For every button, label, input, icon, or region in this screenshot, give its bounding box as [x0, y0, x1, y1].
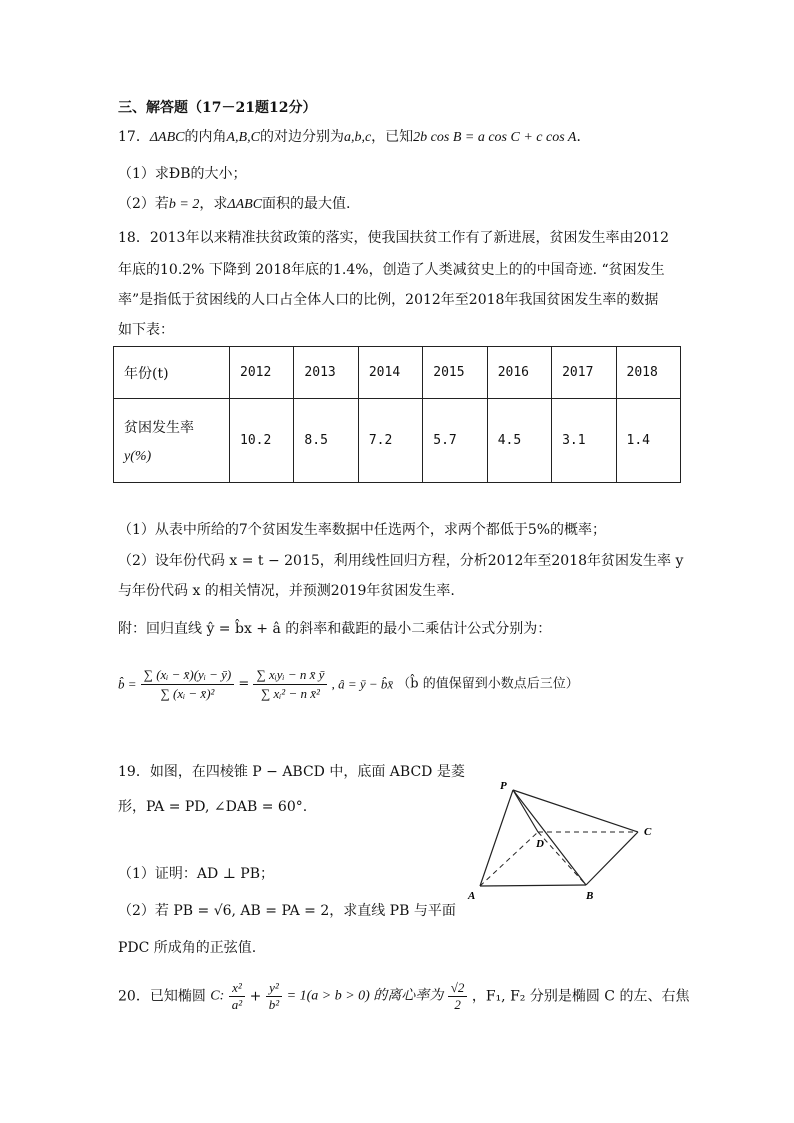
formula-fraction-1 — [141, 666, 235, 703]
table-cell-year: 2018 — [616, 347, 680, 399]
q17-part2-d: ΔABC — [227, 197, 263, 212]
edge-DB — [538, 832, 586, 885]
edge-AB — [480, 885, 586, 886]
label-A: A — [468, 890, 476, 902]
label-C: C — [644, 826, 652, 838]
table-cell-year: 2016 — [487, 347, 551, 399]
q18-line2: 年底的10.2% 下降到 2018年底的1.4%，创造了人类减贫史上的的中国奇迹. “贫困发生 — [118, 262, 665, 278]
table-cell-year: 2012 — [230, 347, 294, 399]
q18-part1: （1）从表中所给的7个贫困发生率数据中任选两个，求两个都低于5%的概率； — [118, 522, 607, 538]
q17-stem-b: ΔABC — [149, 130, 185, 145]
q17-stem-g: ，已知 — [371, 129, 414, 145]
table-cell-rate: 3.1 — [552, 399, 616, 483]
q17-stem-h: 2b cos B = a cos C + c cos A — [413, 130, 577, 145]
q17-part2-e: 面积的最大值. — [262, 196, 351, 212]
table-cell-year: 2015 — [423, 347, 487, 399]
q18-line1: 18．2013年以来精准扶贫政策的落实，使我国扶贫工作有了新进展，贫困发生率由2012 — [118, 230, 670, 246]
q18-appendix: 附：回归直线 ŷ = b̂x + â 的斜率和截距的最小二乘估计公式分别为： — [118, 621, 552, 637]
table-row-years — [114, 347, 681, 399]
q20-prefix: 20．已知椭圆 — [118, 988, 206, 1005]
formula-num1: ∑ (xᵢ − x̄)(yᵢ − ȳ) — [141, 666, 235, 685]
table-cell-year: 2013 — [294, 347, 358, 399]
table-cell-rate: 8.5 — [294, 399, 358, 483]
regression-formula — [118, 666, 579, 703]
q17-stem-d: A,B,C — [226, 130, 260, 145]
formula-fraction-2 — [253, 666, 327, 703]
q17-stem-i: ． — [576, 129, 591, 145]
edge-PB — [513, 790, 586, 885]
q19-line1: 19．如图，在四棱锥 P − ABCD 中，底面 ABCD 是菱 — [118, 764, 465, 780]
q18-part2-line1: （2）设年份代码 x = t − 2015，利用线性回归方程，分析2012年至2018年贫困发生率 y — [118, 553, 684, 569]
q18-line4: 如下表： — [118, 322, 174, 338]
table-header-rate: 贫困发生率 y(%) — [114, 399, 230, 483]
label-P: P — [500, 780, 507, 792]
table-row-rates — [114, 399, 681, 483]
q17-stem-f: a,b,c — [343, 130, 372, 145]
pyramid-figure — [460, 775, 670, 905]
q17-part2 — [118, 194, 351, 215]
formula-eq: = — [238, 676, 250, 692]
edge-BC — [586, 832, 638, 885]
poverty-rate-table — [113, 346, 681, 483]
q17-stem — [118, 127, 590, 148]
table-cell-rate: 1.4 — [616, 399, 680, 483]
q18-part2-line2: 与年份代码 x 的相关情况，并预测2019年贫困发生率. — [118, 583, 455, 599]
q17-stem-a: 17． — [118, 129, 150, 145]
table-header-year: 年份(t) — [114, 347, 230, 399]
edge-PA — [480, 790, 513, 886]
formula-note: （b̂ 的值保留到小数点后三位） — [397, 676, 579, 692]
q19-line2: 形，PA = PD, ∠DAB = 60°. — [118, 799, 308, 815]
edge-PC — [513, 790, 638, 832]
table-cell-rate: 10.2 — [230, 399, 294, 483]
table-cell-year: 2017 — [552, 347, 616, 399]
formula-ahat: , â = ȳ − b̂x̄ — [331, 676, 394, 692]
q20-eq: = 1(a > b > 0) 的离心率为 — [286, 988, 444, 1004]
formula-num2: ∑ xᵢyᵢ − n x̄ ȳ — [253, 666, 327, 685]
q20-ellipse: C: — [210, 988, 225, 1004]
q17-stem-e: 的对边分别为 — [259, 129, 344, 145]
formula-den1: ∑ (xᵢ − x̄)² — [160, 686, 215, 701]
q20-frac-ecc: $\frac{√2}{2}$ — [448, 980, 468, 1013]
q18-line3: 率”是指低于贫困线的人口占全体人口的比例，2012年至2018年我国贫困发生率的数据 — [118, 292, 659, 308]
label-D: D — [536, 838, 544, 850]
q20-plus: + — [249, 988, 262, 1005]
label-B: B — [586, 890, 594, 902]
q19-part1: （1）证明：AD ⊥ PB； — [118, 866, 275, 882]
edge-PD-upper — [513, 790, 538, 832]
q19-part2-line1: （2）若 PB = √6, AB = PA = 2，求直线 PB 与平面 — [118, 903, 456, 919]
table-cell-rate: 5.7 — [423, 399, 487, 483]
formula-den2: ∑ xᵢ² − n x̄² — [260, 686, 320, 701]
q17-part2-a: （2）若 — [118, 196, 169, 212]
table-cell-rate: 4.5 — [487, 399, 551, 483]
table-cell-rate: 7.2 — [358, 399, 422, 483]
formula-bhat: b̂ = — [118, 676, 137, 692]
q20-stem — [118, 980, 689, 1013]
section-title: 三、解答题（17－21题12分） — [118, 100, 317, 116]
q19-part2-line2: PDC 所成角的正弦值. — [118, 940, 257, 956]
q17-part2-b: b = 2 — [168, 197, 200, 212]
q17-part2-c: ，求 — [199, 196, 228, 212]
q20-frac-x: $\frac{\text{x²}}{\text{a²}}$ — [229, 980, 245, 1013]
q17-part1: （1）求ÐB的大小； — [118, 166, 247, 182]
q20-suffix: ，F₁, F₂ 分别是椭圆 C 的左、右焦 — [471, 988, 690, 1005]
q20-frac-y: $\frac{\text{y²}}{\text{b²}}$ — [266, 980, 282, 1013]
table-cell-year: 2014 — [358, 347, 422, 399]
q17-stem-c: 的内角 — [184, 129, 227, 145]
